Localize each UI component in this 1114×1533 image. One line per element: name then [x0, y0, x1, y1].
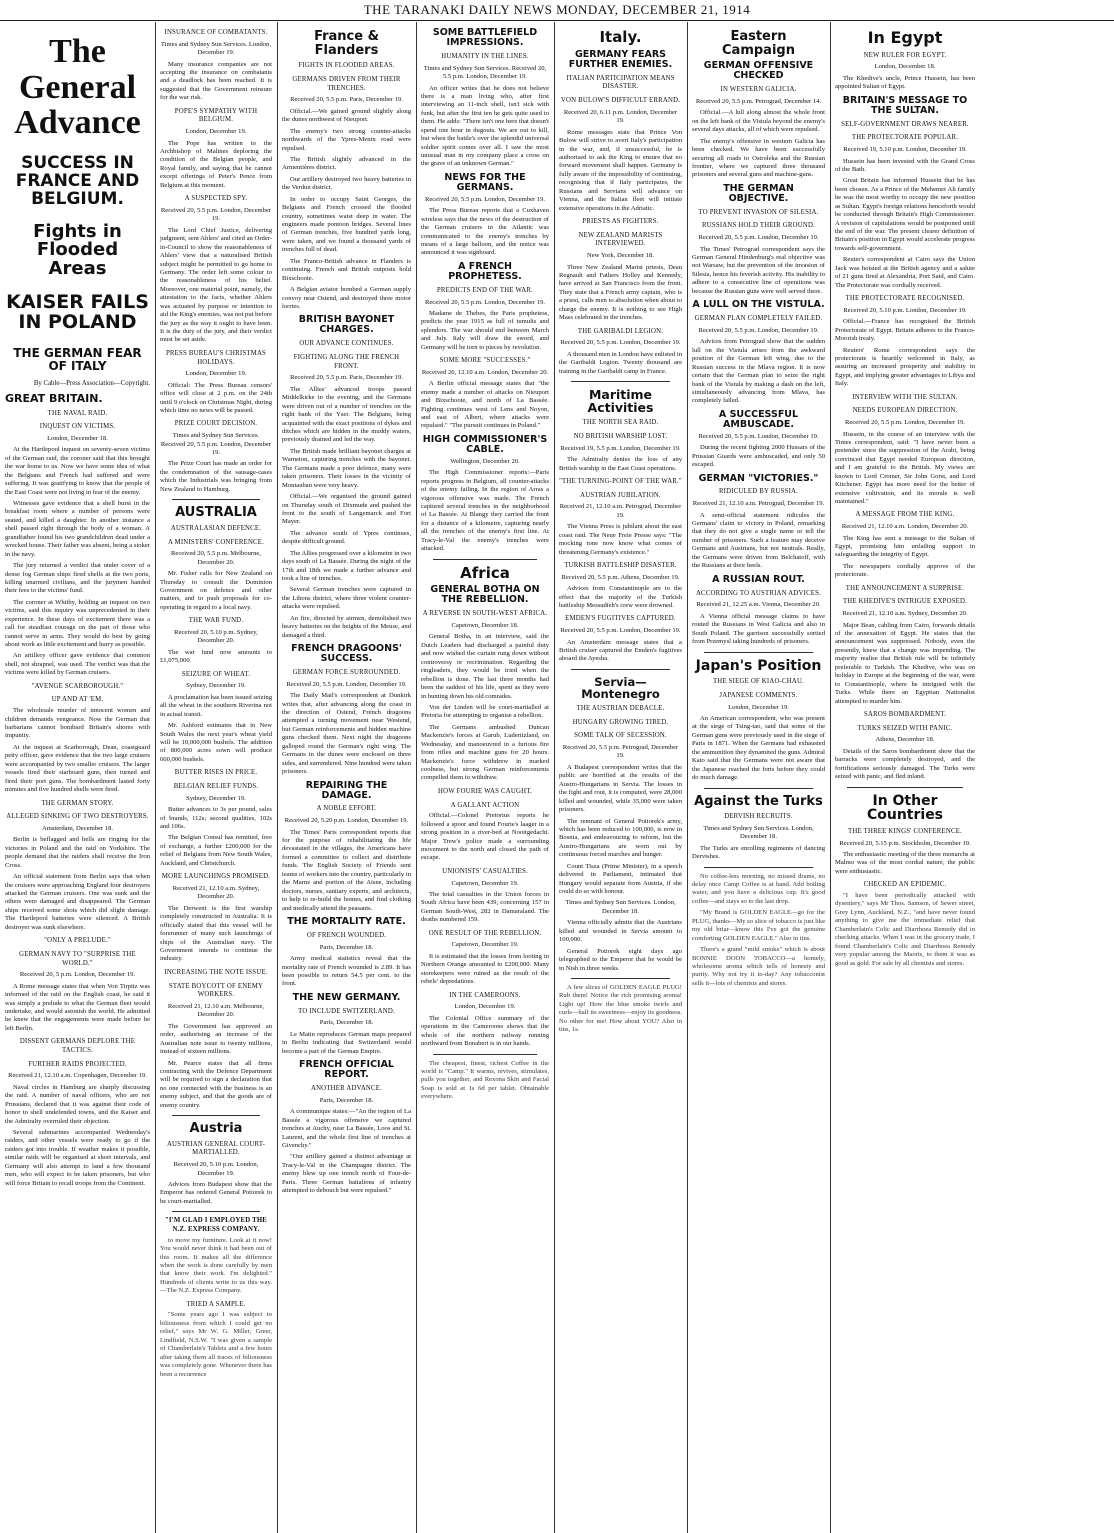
- article-paragraph: It is estimated that the losses from looting in Northern Orange amounted to £200,000. Many storekeepers were ruined as the result of the rebels' depredations.: [421, 952, 549, 986]
- subhead: GERMAN PLAN COMPLETELY FAILED.: [694, 315, 823, 323]
- article-paragraph: The enthusiastic meeting of the three monarchs at Malmo was of the most cordial nature, the public were enthusiastic.: [835, 851, 975, 875]
- dateline: Capetown, December 19.: [451, 879, 519, 887]
- subhead: ITALIAN PARTICIPATION MEANS DISASTER.: [566, 74, 675, 91]
- article-paragraph: Great Britain has informed Hussein that he has been chosen. As a Prince of the Mehemet Ali family he was the most worthy to occupy the new position as Sultan. Egypt's foreign relations henceforth would be conducted through Britain's High Commissioner. A revision of capitulations would be postponed until the end of the war. The present clearer definition of Britain's position in Egypt would accelerate progress towards self-government.: [835, 177, 975, 252]
- article-paragraph: "Our artillery gained a distinct advantage at Tracy-le-Val in the Champagne district. The enemy blew up one trench north of Four-de-Paris. Three German battalions of infantry attempted to debouch but were repulsed.": [282, 1153, 411, 1195]
- subhead: SEIZURE OF WHEAT.: [181, 670, 251, 678]
- subhead: THE NAVAL RAID.: [47, 409, 108, 417]
- section-eastern-campaign: Eastern Campaign: [722, 29, 795, 58]
- article-paragraph: An official statement from Berlin says that when the cruisers were approaching England four destroyers attacked the German cruisers. One was sunk and the others were damaged and disappeared. The German ships received some shots which did slight damage. The Hartlepool batteries were silenced. A British destroyer was sunk elsewhere.: [5, 873, 150, 931]
- advert-text: "I have been periodically attacked with dysentery," says Mr Thos. Samson, of Sewer street, Grey Lynn, Auckland, N.Z., "and have never found anything to give me the immediate relief that Chamberlain's Colic and Diarrhoea Remedy did in checking attacks. When I was in the grocery trade, I found Chamberlain's Colic and Diarrhoea Remedy very popular among the Maoris, to them it was as good as gold. For sale by all chemists and stores.: [835, 892, 975, 967]
- headline-ambuscade: A SUCCESSFUL AMBUSCADE.: [718, 408, 799, 430]
- article-paragraph: Vienna officially admits that the Austrians killed and wounded in Servia amount to 100,000.: [559, 919, 682, 944]
- article-paragraph: Advices from Budapest show that the Emperor has ordered General Potiorek to be court-martialled.: [160, 1181, 272, 1205]
- article-paragraph: The Times' Paris correspondent reports that for the purpose of rehabilitating the life devastated in the villages, the Americans have formed a committee to collect and distribute funds. The English Society of Friends sent teams of workers into the country, particularly in the Marne and portion of the Aisne, including doctors, nurses, sanitary experts, and architects, to help to re-build the homes, and find clothing and medically attend the peasants.: [282, 828, 411, 912]
- headline-russian-rout: A RUSSIAN ROUT.: [712, 573, 805, 585]
- dateline: Wellington, December 20.: [450, 457, 520, 465]
- article-paragraph: Count Tisza (Prime Minister), in a speech delivered in Parliament, intimated that Hungary would separate from Austria, if she could do so with honour.: [559, 862, 682, 895]
- divider: [571, 669, 670, 670]
- article-paragraph: A Budapest correspondent writes that the public are horrified at the results of the Austro-Hungarians in Servia. The losses in the fight and rout, it is computed, were 28,000 killed and wounded, while 35,000 were taken prisoners.: [559, 763, 682, 814]
- subhead: GERMAN NAVY TO "SURPRISE THE WORLD.": [19, 950, 136, 967]
- article-paragraph: Several submarines accompanied Wednesday's raiders, and other vessels were ready to go if the raiders got into trouble. If weather makes it possible, similar raids will be organised at short intervals, and Germany will also attempt to land a few thousand men, who will expect to be taken prisoners, but who will force Britain to recall troops from the Continent.: [5, 1128, 150, 1187]
- subhead: ALLEGED SINKING OF TWO DESTROYERS.: [6, 813, 149, 821]
- article-paragraph: The Press Bureau reports that a Cuxhaven wireless says that the news of the destruction of the German cruisers in the Atlantic was communicated to the enemy's trenches by means of a large balloon, and the notice was announced it was signboard.: [421, 207, 549, 257]
- subhead: PRESS BUREAU'S CHRISTMAS HOLIDAYS.: [165, 349, 267, 366]
- article-paragraph: Le Matin reproduces German maps prepared in Berlin indicating that Switzerland would become a part of the German Empire.: [282, 1030, 411, 1055]
- page-margin: [980, 22, 1114, 1533]
- article-paragraph: An artillery officer gave evidence that common shell, not shrapnel, was used. The verdict was that the victims were killed by German cruisers.: [5, 652, 150, 677]
- article-paragraph: Details of the Saros bombardment show that the barracks were completely destroyed, and the fortifications seriously damaged. The Turks were seized with panic, and fled inland.: [835, 747, 975, 781]
- divider: [433, 559, 537, 560]
- article-paragraph: A Berlin official message states that "the enemy made a number of attacks on Nieuport and Bixschoote, and north of La Bassée. Fighting continues west of Lens and Noyon, and east of Albert, where attacks were repulsed." "The pursuit continues in Poland.": [421, 380, 549, 430]
- dateline: Received 20, 5.5 p.m. London, December 19.: [424, 195, 546, 203]
- subhead: THE SIEGE OF KIAO-CHAU.: [712, 678, 805, 686]
- subhead: FIGHTING ALONG THE FRENCH FRONT.: [293, 354, 400, 370]
- article-paragraph: Hussein has been invested with the Grand Cross of the Bath.: [835, 157, 975, 173]
- headline-botha: GENERAL BOTHA ON THE REBELLION.: [430, 584, 540, 606]
- subhead: OUR ADVANCE CONTINUES.: [299, 340, 394, 348]
- article-paragraph: During the recent fighting 2000 Hussars of the Prussian Guards were ambuscaded, and only 50 escaped.: [692, 444, 825, 469]
- headline-success: SUCCESS IN FRANCE AND BELGIUM.: [15, 153, 140, 209]
- subhead: THE GARIBALDI LEGION.: [577, 327, 664, 335]
- subhead: OF FRENCH WOUNDED.: [306, 931, 387, 939]
- dateline: Received 20, 5.5 p.m. London, December 19.: [560, 627, 681, 635]
- dateline: Received 20, 5.5 p.m. Paris, December 19.: [290, 96, 403, 104]
- headline-german-objective: THE GERMAN OBJECTIVE.: [723, 182, 794, 204]
- article-paragraph: At the Hartlepool inquest on seventy-seven victims of the German raid, the coroner said that this brought the war home to us. Now we have some idea of what the Belgians and French had suffered and were suffering. It was gratifying to know that the people of the East Coast were not living in fear of the enemy.: [5, 446, 150, 496]
- divider: [172, 499, 260, 500]
- headline-dragoons: FRENCH DRAGOONS' SUCCESS.: [291, 643, 402, 665]
- article-paragraph: The Khedive's uncle, Prince Hussein, has been appointed Sultan of Egypt.: [835, 74, 975, 91]
- dateline: Received 20, 5.10 p.m. London, December 19.: [843, 306, 967, 314]
- advert-text: to move my furniture. Look at it now! You would never think it had been out of this room. It makes all the difference when the work is done carefully by men that know their work. I'm delighted." Hundreds of clients write to us this way.—The N.Z. Express Company.: [160, 1236, 272, 1295]
- dateline: Received 21, 12.10 a.m. Petrograd, December 19.: [559, 503, 682, 519]
- article-paragraph: The British made brilliant bayonet charges at Warneton, capturing trenches with the bayonet. The Germans made a poor defence, many were taken prisoners. Their losses in the vicinity of Montauban were very heavy.: [282, 447, 411, 489]
- dateline: London, December 18.: [47, 434, 108, 442]
- subhead: IN THE CAMEROONS.: [449, 991, 521, 999]
- article-paragraph: Naval circles in Hamburg are sharply discussing the raid. A number of naval officers, who are not Prussians, declared that it was against their code of honor to shell undefended towns, and the Kaiser and the Admiralty overruled their objection.: [5, 1083, 150, 1125]
- dateline: Received 20, 5.5 p.m. London, December 19.: [844, 419, 966, 427]
- subhead: THE PROTECTORATE POPULAR.: [851, 134, 959, 142]
- dateline: Received 20, 5.5 p.m. London, December 19.: [698, 234, 819, 242]
- subhead: A GALLANT ACTION: [450, 801, 520, 809]
- dateline: Received 19, 5.5 p.m. London, December 19.: [560, 444, 681, 452]
- section-other-countries: In Other Countries: [866, 792, 944, 824]
- divider: [172, 1211, 260, 1212]
- article-paragraph: A semi-official statement ridicules the Germans' claim to victory in Poland, remarking that they do not give a single name or tell the number of prisoners. Such a feature may deceive Germans and Austrians, but not neutrals. Really, the Germans were driven from Belchatoff, with the Russians at their heels.: [692, 511, 825, 570]
- article-paragraph: The Government has approved an order, authorising an increase of the Australian note issue to twenty millions, instead of sixteen millions.: [160, 1022, 272, 1056]
- article-paragraph: Von der Linden will be court-martialled at Pretoria for attempting to organise a rebellion.: [421, 703, 549, 720]
- dateline: Received 21, 12.10 a.m. Melbourne, December 20.: [167, 1002, 265, 1019]
- dateline: Received 20, 5.5 p.m. London, December 19.: [424, 298, 546, 306]
- subhead: SAROS BOMBARDMENT.: [863, 710, 947, 718]
- subhead: ANOTHER ADVANCE.: [310, 1085, 383, 1093]
- subhead: NEEDS EUROPEAN DIRECTION.: [852, 407, 958, 415]
- article-paragraph: The Pope has written to the Archbishop of Malines deploring the condition of the Belgian people, and Royal family, and saying that he cannot except offerings of Peter's Pence from Belgium at this moment.: [160, 139, 272, 189]
- article-paragraph: The Vienna Press is jubilant about the east coast raid. The Neue Freie Presse says: "The mocking tone now know what comes of threatening Germany's existence.": [559, 523, 682, 556]
- headline-germany-fears: GERMANY FEARS FURTHER ENEMIES.: [568, 48, 673, 70]
- column-1: [0, 22, 156, 1533]
- section-egypt: In Egypt: [867, 28, 943, 47]
- subhead: INSURANCE OF COMBATANTS.: [164, 29, 268, 36]
- article-paragraph: The enemy's offensive in western Galicia has been checked. We have been successfully securing all roads to Ostroleka and the Russian frontier, where we captured three thousand prisoners and several guns and machine-guns.: [692, 137, 825, 179]
- article-paragraph: Official.—We organised the ground gained on Thursday south of Dixmude and pushed the front to the south of Langemarck and Fort Mayer.: [282, 493, 411, 526]
- dateline: Received 20, 5.10 p.m. Sydney, December 20.: [174, 628, 258, 645]
- subhead: "ONLY A PRELUDE.": [44, 937, 111, 945]
- divider: [847, 787, 963, 788]
- article-paragraph: The Admiralty denies the loss of any British warship in the East Coast operations.: [559, 456, 682, 472]
- divider: [433, 1054, 537, 1055]
- headline-britain-message: BRITAIN'S MESSAGE TO THE SULTAN.: [842, 94, 968, 116]
- article-paragraph: Witnesses gave evidence that a shell burst in the breakfast room where a number of persons were seated, and killed a daughter. In another instance a shell passed right through the body of a woman. A grandfather found his two grandchildren dead under a wrecked house. Their father was absent, being a stoker in the navy.: [5, 500, 150, 558]
- subhead: THE WAR FUND.: [188, 617, 244, 625]
- article-paragraph: Army medical statistics reveal that the mortality rate of French wounded is 2.89. It has been possible to return 54.5 per cent. to the front.: [282, 955, 411, 988]
- dateline: Received 21, 12.10 a.m. London, December 20.: [841, 523, 969, 531]
- article-paragraph: A communique states:—"An the region of La Bassée a vigorous offensive we captured trenches at Auchy, near La Bassée, Loos and St. Laurent, and the whole first line of trenches at Givenchy.": [282, 1108, 411, 1150]
- subhead: CHECKED AN EPIDEMIC.: [863, 881, 947, 889]
- column-7: [830, 22, 981, 1533]
- dateline: Received 21, 12.10 a.m. Petrograd, December 19.: [692, 500, 825, 508]
- divider: [571, 978, 670, 979]
- dateline: Received 21, 12.10 a.m. Sydney, December 20.: [172, 884, 260, 901]
- article-paragraph: The High Commissioner reports:—Paris reports progress in Belgium, all counter-attacks of the enemy failing. In the region of Arras a vigorous offensive was made. The French captured several trenches in the neighborhood of La Bassée. At Blangy they carried the front for a distance of a kilometre, capturing nearly all the trenches of the enemy's first line. At Tracy-le-Val the enemy's trenches were attacked.: [421, 469, 549, 553]
- dateline: Received 20, 5.5 p.m. London, December 19.: [698, 326, 819, 334]
- advert-text: "Some years ago I was subject to biliousness from which I could get no relief," says Mr W. G. Miller, Greer, Lindfield, N.S.W. "I was given a sample of Chamberlain's Tablets and a few hours after taking them all traces of biliousness was completely gone. Whenever there has been a recurrence: [160, 1311, 272, 1378]
- article-paragraph: The Derwent is the first warship completely constructed in Australia. It is officially stated that this vessel will be forerunner of many such launchings of ships of the Australian navy. The Government intends to continue the industry.: [160, 904, 272, 963]
- advert-text: There's a grand "mild smoke" which is about BONNIE DOON TOBACCO—a homely, wholesome aroma which tells of honesty and purity. Why not try it to-day? Any tobacconist sells it—lots of chemists and stores.: [692, 946, 825, 987]
- dateline: Received 20, 5.20 p.m. London, December 19.: [284, 817, 409, 825]
- article-paragraph: A Vienna official message claims to have routed the Russians in West Galicia and also in South Poland. The garrison successfully sortied from Przemysl taking hundreds of prisoners.: [692, 612, 825, 646]
- subhead: IN WESTERN GALICIA.: [720, 86, 797, 94]
- dateline: Times and Sydney Sun Services. London, December 19.: [160, 40, 272, 57]
- dateline: Received 21, 12.10 a.m. Sydney, December 20.: [842, 610, 968, 618]
- dateline: Received 20, 6.11 p.m. London, December 19.: [563, 108, 678, 125]
- subhead: RUSSIANS HOLD THEIR GROUND.: [702, 222, 815, 230]
- article-paragraph: The Lord Chief Justice, delivering judgment, sent Ahlers' and cited an Order-in-Council to show the reasonableness of Ahlers' view that a naturalised British subject might be permitted to go home to Germany. The order left some colour to the reasonableness of his belief. Moreover, one material point, namely, the attestation to the facts, whether Ahlers was actuated by purpose or intention to aid the King's enemies, was not put before the jury as the way it ought to have been. It is the duty of the jury, and their verdict must be set aside.: [160, 226, 272, 344]
- dateline: Received 20, 5.5 p.m. Petrograd, December 19.: [562, 744, 679, 760]
- article-paragraph: The remnant of General Potiorek's army, which has been reduced to 100,000, is now in Bosnia, and endeavouring to reform, but the Austro-Hungarians are worn out by continuous forced marches and hunger.: [559, 817, 682, 859]
- article-paragraph: Many insurance companies are not accepting the insurance on combatants and a deadlock has been reached. It is suggested that the Government reinsure for the war risk.: [160, 60, 272, 102]
- dateline: London, December 19.: [185, 370, 247, 378]
- dateline: Received 20, 12.10 a.m. London, December 20.: [421, 368, 549, 376]
- subhead: TURKISH BATTLESHIP DISASTER.: [564, 561, 677, 569]
- headline-french-report: FRENCH OFFICIAL REPORT.: [299, 1059, 394, 1081]
- article-paragraph: Mr. Pearce states that all firms contracting with the Defence Department will be required to sign a declaration that no one connected with the business is an enemy subject, and that the goods are of enemy country.: [160, 1059, 272, 1109]
- divider: [704, 652, 813, 653]
- dateline: New York, December 18.: [586, 252, 655, 260]
- dateline: Received 19, 5.10 p.m. London, December 19.: [843, 146, 967, 154]
- section-africa: Africa: [460, 563, 510, 582]
- article-paragraph: The Turks are enrolling regiments of dancing Dervishes.: [692, 844, 825, 861]
- subhead: A REVERSE IN SOUTH-WEST AFRICA.: [422, 610, 548, 618]
- subhead: ACCORDING TO AUSTRIAN ADVICES.: [695, 589, 822, 597]
- article-paragraph: The war fund now amounts to £1,075,000.: [160, 648, 272, 665]
- subhead: INQUEST ON VICTIMS.: [39, 423, 116, 431]
- subhead: SOME TALK OF SECESSION.: [574, 732, 667, 740]
- dateline: London, December 18.: [874, 63, 936, 71]
- article-paragraph: A proclamation has been issued seizing all the wheat in the southern Riverina not in actual transit.: [160, 693, 272, 718]
- dateline: Received 20, 5.5 p.m. Petrograd, December 14.: [695, 97, 822, 105]
- headline-mortality: THE MORTALITY RATE.: [287, 915, 406, 927]
- dateline: London, December 19.: [728, 703, 789, 711]
- headline-new-germany: THE NEW GERMANY.: [292, 991, 401, 1003]
- advert-text: No coffee-less morning, no missed drams, no delay once Camp Coffee is at hand. Add boiling water, and you have a delicious cup. It's good coffee—and stays so to the last drop.: [692, 872, 825, 905]
- dateline: Received 20, 5.5 p.m. London, December 19.: [286, 680, 407, 688]
- article-paragraph: Reuters' Rome correspondent says the protectorate is heartily welcomed in Italy, as assuring an increased prosperity and stability in Egypt, and implying greater advantages to Libya and Italy.: [835, 346, 975, 388]
- subhead: NO BRITISH WARSHIP LOST.: [573, 432, 668, 440]
- subhead: DISSENT GERMANS DEPLORE THE TACTICS.: [19, 1038, 136, 1054]
- subhead: THE KHEDIVE'S INTRIGUE EXPOSED.: [842, 598, 968, 606]
- article-paragraph: Major Bean, cabling from Cairo, forwards details of the annexation of Egypt. He states that the announcement was suppressed. Nobody, even the presently, knew that a change was impending. The majority realise that British rule will be infinitely preferable to Turkish. The Khedive, who was on holiday in Europe at the beginning of the war, went to Constantinople, where he intrigued with the Turks. While there an Egyptian Nationalist attempted to murder him.: [835, 621, 975, 705]
- subhead: JAPANESE COMMENTS.: [719, 691, 798, 699]
- article-paragraph: The Times' Petrograd correspondent says the German General Hindenburg's real objective was not Warsaw, but the prevention of the invasion of Silesia, hence his feverish activity. His inability to adhere to a consecutive line of operations was because the Russian guns were well served there.: [692, 245, 825, 295]
- subhead: TO INCLUDE SWITZERLAND.: [298, 1007, 395, 1015]
- article-paragraph: A Rome message states that when Von Tirpitz was informed of the raid on the English coast, he said it was simply a prelude to what the German fleet would undertake, and would astonish the world. He admitted he knew that the engagements were made before he left Berlin.: [5, 982, 150, 1032]
- article-paragraph: Mr. Fisher calls for New Zealand on Thursday to consult the Dominion Government on defence and other matters, and to push proposals for co-operating in regard to a local navy.: [160, 570, 272, 611]
- section-great-britain: GREAT BRITAIN.: [5, 392, 103, 406]
- byline: By Cable—Press Association—Copyright.: [33, 380, 150, 388]
- article-paragraph: Reuter's correspondent at Cairo says the Union Jack was hoisted at the British agency and a salute of 21 guns fired at Alexandria, Port Said, and Cairo. The Protectorate was cordially received.: [835, 256, 975, 289]
- advert-text: The cheapest, finest, richest Coffee in the world is "Camp." It warms, revives, stimulates, pulls you together, and Rexona Skin and Facial Soap is sold at 1s 6d per tablet. Obtainable everywhere.: [421, 1059, 549, 1101]
- section-servia-montenegro: Servia—Montenegro: [581, 674, 660, 701]
- dateline: Times and Sydney Sun Services. Received 20, 5.5 p.m. London, December 19.: [423, 64, 547, 81]
- dateline: London, December 19.: [185, 128, 247, 136]
- article-paragraph: A thousand men in London have enlisted in the Garibaldi Legion. Twenty thousand are training in the Garibaldi camp in France.: [559, 350, 682, 375]
- headline-victories: GERMAN "VICTORIES.": [698, 472, 819, 484]
- dateline: Received 20, 5.5 p.m. Paris, December 19.: [290, 374, 403, 382]
- article-paragraph: The Franco-British advance in Flanders is continuing. French and British outposts hold Bixschoote.: [282, 257, 411, 282]
- dateline: Sydney, December 19.: [186, 682, 246, 690]
- headline-lull-vistula: A LULL ON THE VISTULA.: [692, 299, 825, 311]
- article-paragraph: The British slightly advanced in the Armentières district.: [282, 155, 411, 172]
- article-paragraph: Official.—Colonel Pretorius reports he followed a spoor and found Fourie's laager in a strong position in a river-bed at Nooitgedacht. Major Trew's police made a surrounding movement to the north and closed the path of escape.: [421, 812, 549, 862]
- section-australia: AUSTRALIA: [175, 505, 257, 521]
- article-paragraph: The wholesale murder of innocent women and children demands vengeance. Now the German that barbarians cannot bombard Britain's shores with impunity.: [5, 707, 150, 740]
- subhead: VON BULOW'S DIFFICULT ERRAND.: [560, 97, 681, 105]
- subhead: PRIZE COURT DECISION.: [174, 420, 258, 428]
- article-paragraph: Official.—France has recognised the British Protectorate of Egypt. Britain adheres to the Franco-Moorish treaty.: [835, 318, 975, 343]
- article-paragraph: General Potiorek eight days ago telegraphed to the Emperor that he would be in Nish in three weeks.: [559, 947, 682, 972]
- article-paragraph: The jury returned a verdict that under cover of a dense fog German ships fired shells at the two ports, killing unarmed civilians, and the jurymen handed their fees to the victims' fund.: [5, 562, 150, 595]
- headline-battlefield: SOME BATTLEFIELD IMPRESSIONS.: [432, 27, 538, 48]
- headline-kaiser-fails: KAISER FAILS IN POLAND: [6, 291, 149, 334]
- page-columns: [0, 22, 1114, 1533]
- subhead: MORE LAUNCHINGS PROMISED.: [161, 873, 271, 881]
- article-paragraph: General Botha, in an interview, said the Dutch Leaders had discharged a painful duty and now wished the curtain rung down without controversy or recrimination. Regarding the ringleaders, they would be tried when the rebellion is done. The last three months had been the saddest of his life, spent as they were in hunting down his old comrades.: [421, 633, 549, 700]
- subhead: AUSTRIAN JUBILATION.: [580, 491, 661, 499]
- article-paragraph: Official.—A lull along almost the whole front on the left bank of the Vistula beyond the enemy's several days attacks, all of which were repulsed.: [692, 109, 825, 134]
- subhead: A MINISTERS' CONFERENCE.: [167, 538, 265, 546]
- subhead: GERMANS DRIVEN FROM THEIR TRENCHES.: [292, 75, 401, 92]
- subhead: EMDEN'S FUGITIVES CAPTURED.: [565, 615, 676, 623]
- section-japan: Japan's Position: [695, 657, 822, 674]
- section-against-turks: Against the Turks: [694, 793, 823, 809]
- subhead: GERMAN FORCE SURROUNDED.: [292, 669, 401, 677]
- subhead: RIDICULED BY RUSSIA.: [718, 488, 799, 496]
- subhead: TO PREVENT INVASION OF SILESIA.: [698, 208, 819, 216]
- subhead: SOME MORE "SUCCESSES.": [439, 357, 531, 365]
- article-paragraph: Butter advances to 3s per pound, sales of brands, 112s; second qualities, 102s and 106s.: [160, 806, 272, 831]
- article-paragraph: In order to occupy Saint Georges, the Belgians and French crossed the flooded country, sometimes waist deep in water. The engineers made pontoon bridges. Several lines of German trenches, five hundred yards long, were taken, and we found a thousand yards of trenches full of dead.: [282, 195, 411, 254]
- subhead: HUNGARY GROWING TIRED.: [572, 718, 669, 726]
- dateline: Received 20, 5.5 p.m. Melbourne, December 20.: [171, 550, 261, 566]
- headline-high-commissioner: HIGH COMMISSIONER'S CABLE.: [422, 433, 548, 455]
- article-paragraph: An fire, directed by airmen, demolished two heavy batteries on the heights of the Meuse, and damaged a third.: [282, 614, 411, 639]
- dateline: Capetown, December 18.: [451, 622, 519, 629]
- subhead: AUSTRALASIAN DEFENCE.: [170, 524, 262, 532]
- divider: [704, 867, 813, 868]
- article-paragraph: Official: The Press Bureau censors' office will close at 2 p.m. on the 24th until 9 o'clock on Christmas Night, during which time no news will be passed.: [160, 381, 272, 414]
- dateline: Times and Sydney Sun Services. Received 20, 5.5 p.m. London, December 19.: [160, 432, 272, 456]
- headline-bayonet: BRITISH BAYONET CHARGES.: [298, 314, 395, 336]
- subhead: THE THREE KINGS' CONFERENCE.: [848, 827, 962, 835]
- subhead: INTERVIEW WITH THE SULTAN.: [852, 393, 958, 401]
- dateline: Received 20, 5.5 p.m. London, December 19.: [698, 432, 819, 440]
- headline-fear-of-italy: THE GERMAN FEAR OF ITALY: [13, 346, 142, 373]
- article-paragraph: The enemy's two strong counter-attacks northwards of the Ypres-Menin road were repulsed.: [282, 127, 411, 152]
- advert-text: "My Brand is GOLDEN EAGLE—go for the PLUG, thanks—My so slice of tobacco is just like my old briar—know this I've got the genuine comforting GOLDEN EAGLE." Also in tins.: [692, 909, 825, 942]
- article-paragraph: At the inquest at Scarborough, Dean, coastguard petty officer, gave evidence that the two large cruisers were accompanied by two smaller cruisers. The larger vessels fired their starboard guns, then turned and fired their port guns. The bombardment lasted forty minutes and five hundred shells were fired.: [5, 743, 150, 794]
- dateline: Received 20, 5.5 p.m. Athens, December 19.: [561, 573, 680, 581]
- dateline: Paris, December 18.: [319, 1019, 374, 1027]
- article-paragraph: The newspapers cordially approve of the protectorate.: [835, 562, 975, 579]
- article-paragraph: The advance south of Ypres continues, despite difficult ground.: [282, 529, 411, 546]
- subhead: THE PROTECTORATE RECOGNISED.: [845, 295, 965, 303]
- article-paragraph: An Amsterdam message states that a British cruiser captured the Emden's fugitives aboard the Ayesha.: [559, 638, 682, 663]
- column-3: [277, 22, 417, 1533]
- subhead: PRIESTS AS FIGHTERS.: [582, 218, 659, 225]
- article-paragraph: The Daily Mail's correspondent at Dunkirk writes that, after advancing along the coast in the direction of Ostend, French dragoons attempted a turning movement near Westend, but German reinforcements and hidden machine guns checked them. Next night the dragoons galloped round the German's right wing. The Germans in the dunes were enclosed on three sides, and surrendered. Nine hundred were taken prisoners.: [282, 692, 411, 776]
- subhead: FIGHTS IN FLOODED AREAS.: [298, 62, 395, 70]
- article-paragraph: Official.—We gained ground slightly along the dunes northwest of Nieuport.: [282, 107, 411, 124]
- advert-text: A few slices of GOLDEN EAGLE PLUG! Rub them! Notice the rich promising aroma! Light up! How the blue smoke twirls and curls—half its sweetness—enjoy its goodness. No other for me! How about YOU? Also in tins, 1s.: [559, 983, 682, 1034]
- article-paragraph: Rome messages state that Prince Von Bulow will strive to avert Italy's participation in the war, and, if unsuccessful, he is authorised to ask the King to ensure that no forward movement shall happen. Germany is fully aware of the impossibility of continuing, recognising that if Italy participates, the Russians and Servians will advance on Vienna, and the Italian fleet will initiate extensive operations in the Adriatic.: [559, 128, 682, 212]
- subhead: HUMANITY IN THE LINES.: [441, 52, 529, 60]
- subhead: FURTHER RAIDS PROJECTED.: [28, 1060, 127, 1068]
- article-paragraph: The Belgian Consul has remitted, free of exchange, a further £200,000 for the relief of Belgians from New South Wales, Auckland, and Christchurch.: [160, 834, 272, 867]
- dateline: London, December 19.: [454, 1003, 516, 1011]
- section-maritime: Maritime Activities: [587, 387, 654, 416]
- subhead: TURKS SEIZED WITH PANIC.: [857, 724, 953, 732]
- column-5: [554, 22, 688, 1533]
- subhead: SELF-GOVERNMENT DRAWS NEARER.: [841, 120, 969, 128]
- advert-headline: TRIED A SAMPLE.: [186, 1300, 246, 1308]
- article-paragraph: The coroner at Whitby, holding an inquest on two victims, said this inquiry was unprecedented in their experience. In these days of excitement there was a call for steadfast courage on the part of those who cannot serve in arms. They would do best by going about work as little excitement and hurry as possible.: [5, 598, 150, 648]
- dateline: Athens, December 18.: [875, 736, 935, 744]
- article-paragraph: The Allies progressed over a kilometre in two days south of La Bassée. During the night of the 17th and 18th we made a further advance and took a line of trenches.: [282, 549, 411, 583]
- subhead: BELGIAN RELIEF FUNDS.: [173, 783, 259, 791]
- dateline: Paris, December 18.: [319, 1096, 374, 1104]
- subhead: DERVISH RECRUITS.: [724, 813, 793, 821]
- subhead: NEW RULER FOR EGYPT.: [863, 51, 947, 59]
- divider: [172, 1115, 260, 1116]
- dateline: Received 20, 5.15 p.m. Stockholm, December 19.: [839, 839, 971, 847]
- article-paragraph: Madame de Thebes, the Paris prophetess, predicts the year 1915 as full of tumults and splendors. The war should end between March and July. Italy will draw the sword, and Germany will be torn to pieces by revolution.: [421, 309, 549, 351]
- article-paragraph: A Belgian aviator bombed a German supply convoy near Ostend, and destroyed three motor lorries.: [282, 286, 411, 310]
- subhead: ONE RESULT OF THE REBELLION.: [428, 929, 542, 937]
- dateline: Received 20, 5.5 p.m. London, December 19.: [560, 339, 681, 347]
- dateline: Paris, December 18.: [319, 943, 374, 951]
- subhead: "AVENGE SCARBOROUGH.": [31, 682, 124, 690]
- subhead: "THE TURNING-POINT OF THE WAR.": [559, 477, 682, 485]
- headline-offensive-checked: GERMAN OFFENSIVE CHECKED: [703, 60, 814, 82]
- article-paragraph: An American correspondent, who was present at the siege of Tsing-tao, said that some of the German guns were previously used in the siege of Paris in 1871. When the Germans had exhausted the ammunition they dynamited the guns. Admiral Kato said that the Germans were not aware that the Japanese reached the forts before they could do much damage.: [692, 715, 825, 782]
- subhead: BUTTER RISES IN PRICE.: [174, 769, 258, 777]
- subhead: HOW FOURIE WAS CAUGHT.: [438, 787, 532, 795]
- article-paragraph: Three New Zealand Marist priests, Dean Regnault and Fathers Holley and Kennedy, have arrived at San Francisco from the front. They state that a French army captain, who is a priest, calls men to absolution when about to charge the enemy. It is nothing to see High Mass celebrated in the trenches.: [559, 263, 682, 322]
- section-italy: Italy.: [599, 28, 642, 46]
- article-paragraph: An officer writes that he does not believe there is a man living who, after first interviewing an 11-inch shell, isn't sick with funk, but after the first ten he gets quite used to them. He adds: "There isn't one here that doesn't spend one hour in dugouts. We are out to kill, but when the battle's over the splendid universal soldier spirit comes over all. I saw the most unusual man in my company place a cross on the grave of an unknown German.": [421, 84, 549, 168]
- headline-prophetess: A FRENCH PROPHETESS.: [448, 260, 522, 282]
- dateline: Received 20, 5.5 p.m. London, December 19.: [160, 206, 272, 223]
- column-2: [155, 22, 278, 1533]
- advert-headline: "I'M GLAD I EMPLOYED THE N.Z. EXPRESS COMPANY.: [164, 1217, 268, 1234]
- subhead: POPE'S SYMPATHY WITH BELGIUM.: [174, 107, 258, 124]
- subhead: A SUSPECTED SPY.: [184, 195, 248, 203]
- masthead: THE TARANAKI DAILY NEWS MONDAY, DECEMBER 21, 1914: [0, 0, 1114, 21]
- dateline: Sydney, December 19.: [186, 794, 246, 802]
- article-paragraph: Advices from Petrograd show that the sudden lull on the Vistula arises from the awkward position of the German left wing, due to the Russian success in the Mlava region. It is now certain that the German plan to seize the right bank of the Vistula by making a dash on the left, simultaneously advancing from Mlava, has completely failed.: [692, 338, 825, 405]
- article-paragraph: The Allies' advanced troops passed Middelkirke in the evening, and the Germans were driven out of a number of trenches on the right bank of the Yser. The Belgians, being acquainted with the exact positions of dykes and ditches which are hidden in the muddy waters, previously drained and led the way.: [282, 385, 411, 444]
- subhead: THE GERMAN STORY.: [41, 799, 114, 807]
- divider: [704, 788, 813, 789]
- subhead: PREDICTS END OF THE WAR.: [436, 286, 534, 294]
- headline-general-advance: The General Advance: [14, 33, 141, 142]
- article-paragraph: Mr. Ashford estimates that in New South Wales the next year's wheat yield will be 10,000,000 bushels. The addition of 800,000 acres sown will produce 600,000 bushels.: [160, 722, 272, 763]
- column-6: [687, 22, 831, 1533]
- subhead: THE AUSTRIAN DEBACLE.: [576, 704, 665, 712]
- dateline: Capetown, December 19.: [451, 941, 519, 949]
- section-austria: Austria: [189, 1121, 243, 1137]
- dateline: Amsterdam, December 18.: [41, 824, 114, 832]
- article-paragraph: The total casualties in the Union forces in South Africa have been 439, concerning 157 in German South-West, 282 in Damaraland. The deaths numbered 159.: [421, 891, 549, 924]
- headline-flooded-areas: Fights in Flooded Areas: [33, 220, 122, 280]
- subhead: UNIONISTS' CASUALTIES.: [442, 867, 528, 875]
- subhead: INCREASING THE NOTE ISSUE.: [164, 968, 268, 976]
- article-paragraph: Our artillery destroyed two heavy batteries in the Verdun district.: [282, 175, 411, 192]
- article-paragraph: Advices from Constantinople are to the effect that the majority of the Turkish battleship Messudieh's crew were drowned.: [559, 585, 682, 609]
- section-france-flanders: France & Flanders: [314, 29, 379, 58]
- dateline: Received 21, 12.10 a.m. Copenhagen, December 19.: [8, 1072, 147, 1080]
- subhead: STATE BOYCOTT OF ENEMY WORKERS.: [168, 982, 264, 999]
- subhead: NEW ZEALAND MARISTS INTERVIEWED.: [578, 231, 663, 248]
- dateline: Received 21, 12.25 a.m. Vienna, December 20.: [696, 601, 821, 609]
- dateline: Times and Sydney Sun Services. London, December 18.: [703, 824, 814, 841]
- subhead: UP AND AT 'EM.: [51, 696, 104, 704]
- article-paragraph: Hussein, in the course of an interview with the Times correspondent, said: "I have never been a pretender since the suppression of the Arabi, being convinced that Egypt needed European direction, and I am grateful to the British. My views are known to Lord Cromer, Sir John Gorst, and Lord Kitchener. Egypt has more need for the better of extensive cultivation, and its morale is well maintained.": [835, 430, 975, 506]
- subhead: AUSTRIAN GENERAL COURT-MARTIALLED.: [166, 1140, 266, 1157]
- subhead: THE ANNOUNCEMENT A SURPRISE.: [845, 584, 965, 592]
- subhead: THE NORTH SEA RAID.: [582, 419, 659, 427]
- article-paragraph: Berlin is beflagged and bells are ringing for the victories in Poland and the raid on Yorkshire. The people demand that the raiders shall receive the Iron Cross.: [5, 836, 150, 869]
- article-paragraph: The Colonial Office summary of the operations in the Cameroons shows that the whole of the northern railway running northward from Bonaberi is in our hands.: [421, 1014, 549, 1048]
- headline-news-germans: NEWS FOR THE GERMANS.: [444, 171, 526, 193]
- article-paragraph: The King has sent a message to the Sultan of Egypt, promising him unfailing support in safeguarding the integrity of Egypt.: [835, 534, 975, 559]
- headline-repairing: REPAIRING THE DAMAGE.: [305, 779, 388, 801]
- subhead: A MESSAGE FROM THE KING.: [855, 511, 955, 519]
- dateline: Times and Sydney Sun Services. London, December 18.: [565, 899, 676, 915]
- article-paragraph: The Prize Court has made an order for the condemnation of the sausage-cases which the Industrials was bringing from New Zealand to Hamburg.: [160, 460, 272, 493]
- article-paragraph: The Germans ambushed Duncan Mackenzie's forces at Garub, Luderitzland, on Wednesday, and manoeuvred in a furious fire from rifles and machine guns for 20 hours. Mackenzie's force withdrew in marked coolness, but strong German reinforcements compelled them to withdraw.: [421, 723, 549, 782]
- article-paragraph: Several German trenches were captured in the Lihons district, where three violent counter-attacks were repulsed.: [282, 586, 411, 611]
- dateline: Received 20, 5 p.m. London, December 19.: [19, 971, 136, 979]
- subhead: A NOBLE EFFORT.: [316, 805, 377, 813]
- dateline: Received 20, 5.10 p.m. London, December 19.: [173, 1161, 259, 1177]
- column-4: [416, 22, 555, 1533]
- divider: [571, 381, 670, 382]
